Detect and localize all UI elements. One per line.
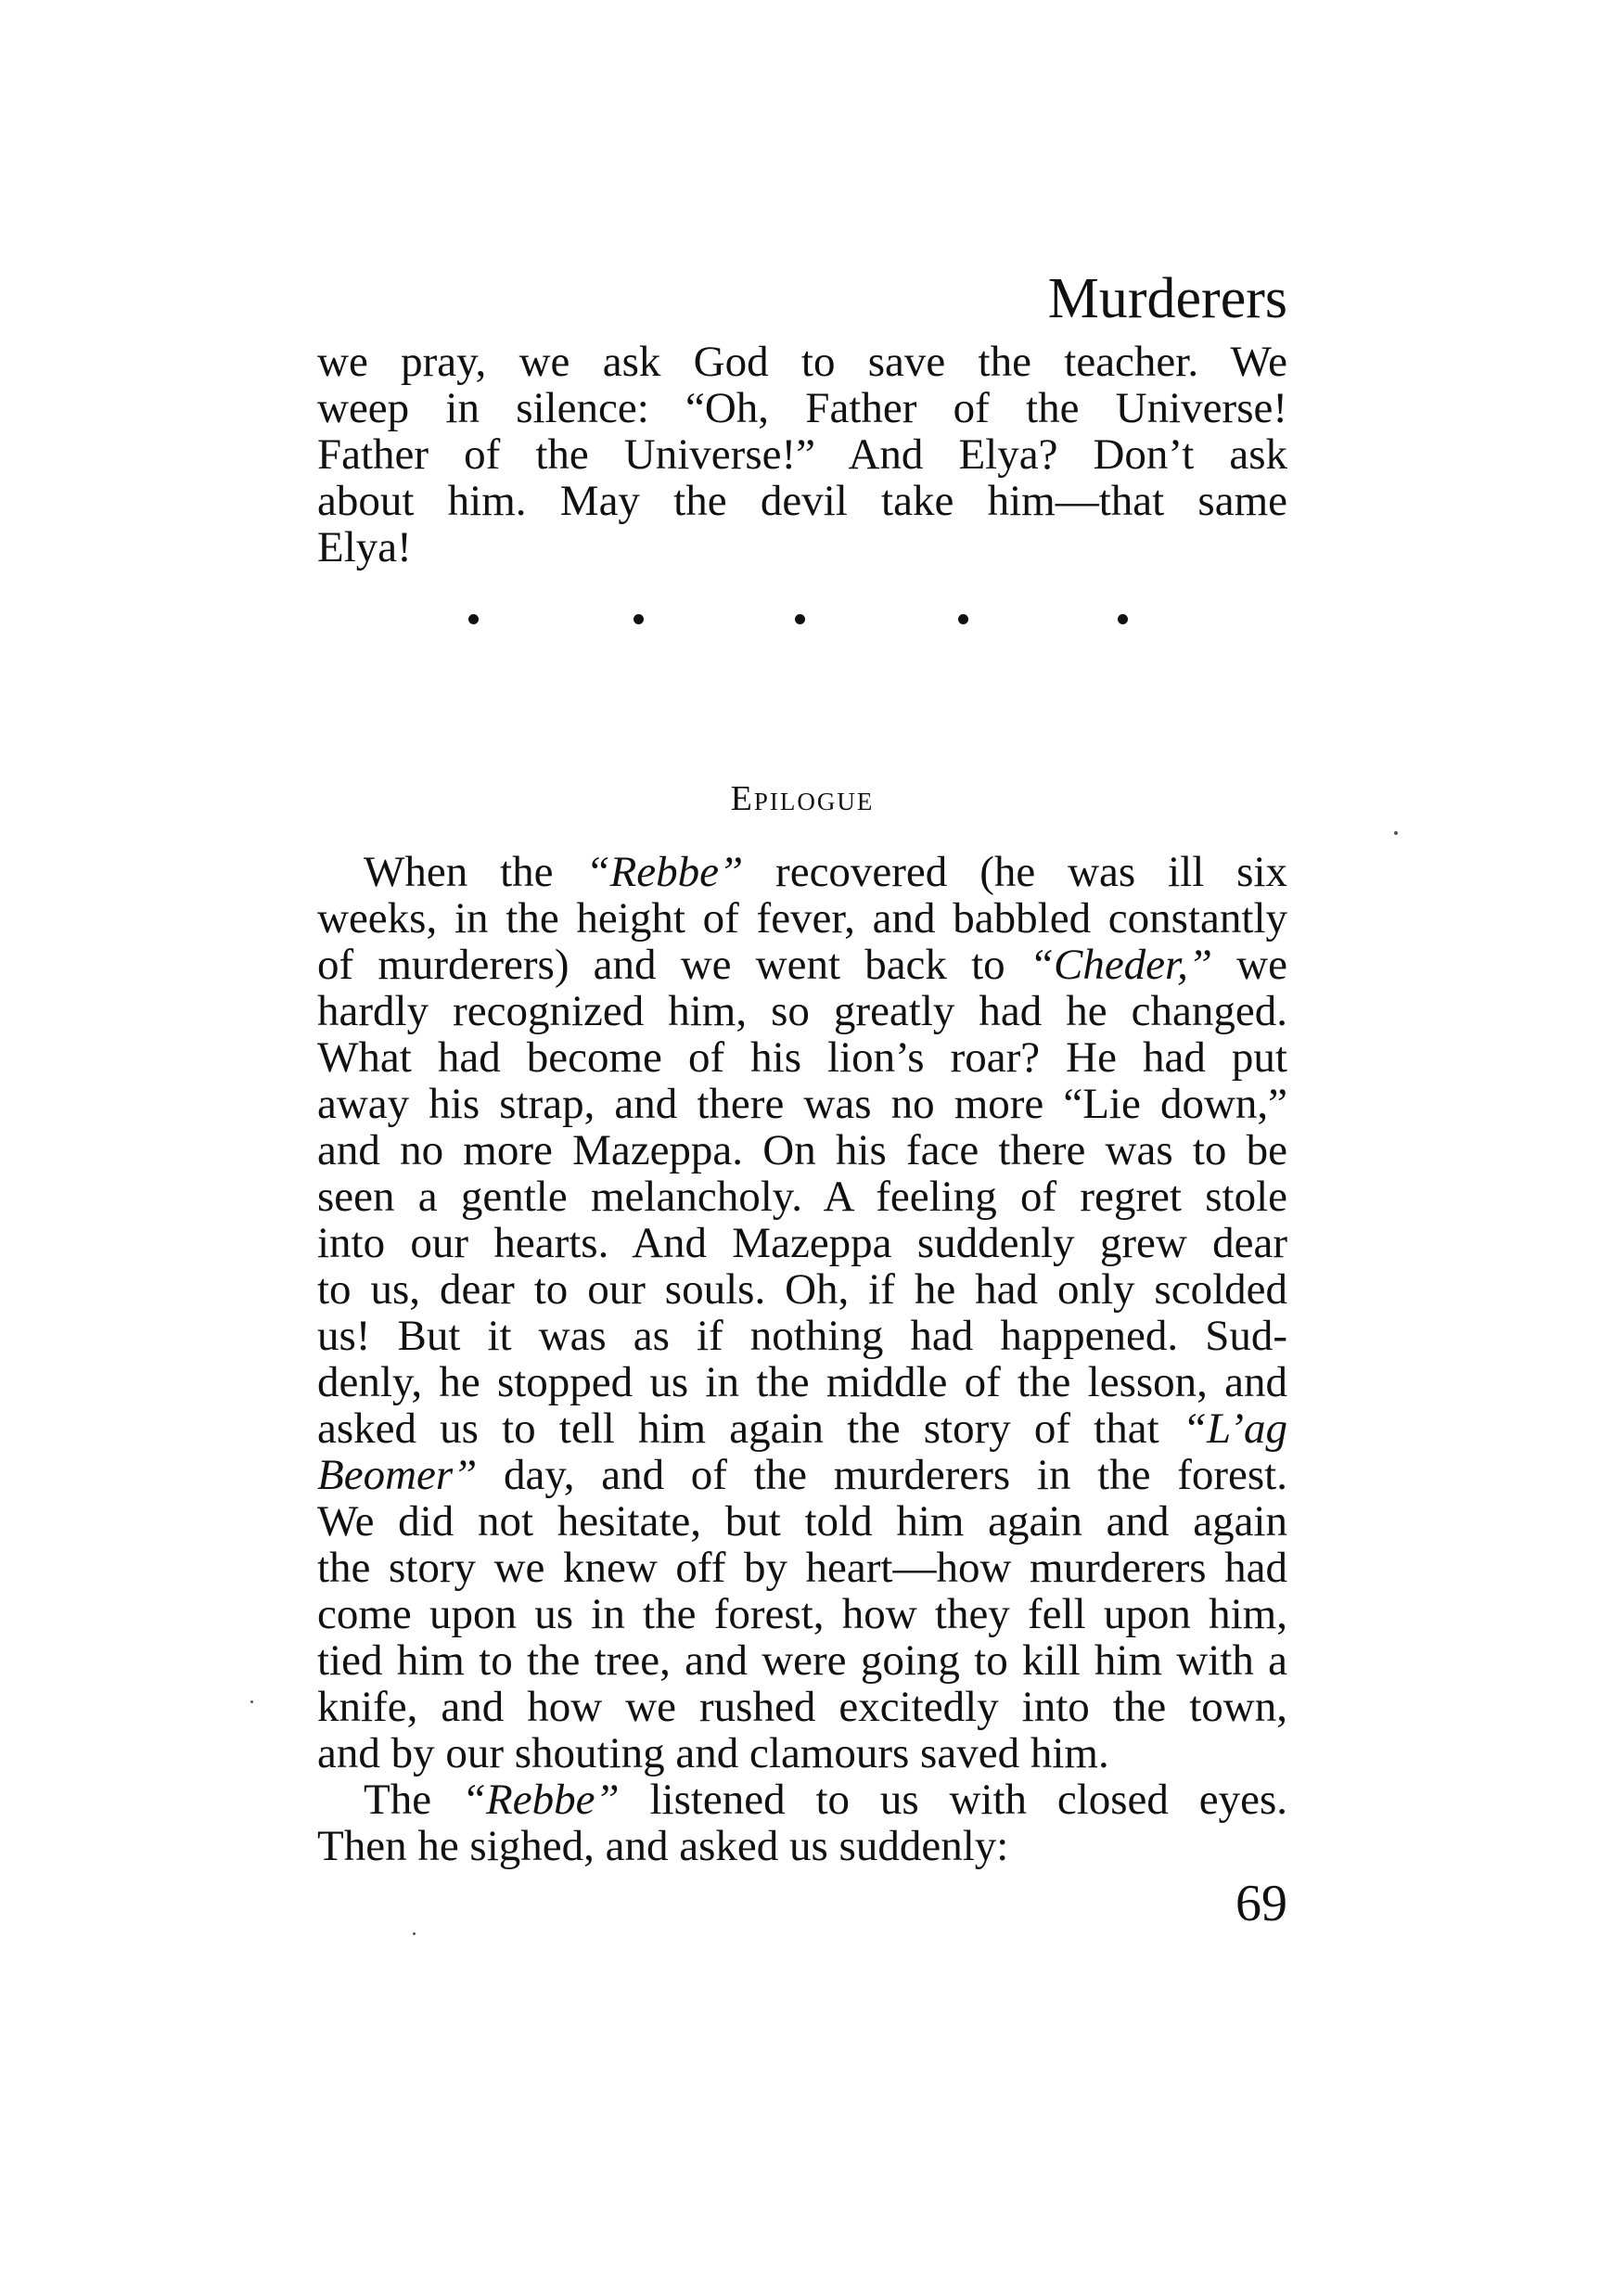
text-line: about him. May the devil take him—that same — [317, 477, 1287, 525]
italic-text: “Cheder,” — [1029, 941, 1213, 989]
text-line: to us, dear to our souls. Oh, if he had only scolded — [317, 1265, 1287, 1314]
epilogue-heading-text: Epilogue — [730, 779, 875, 818]
text-line: seen a gentle melancholy. A feeling of regret stole — [317, 1173, 1287, 1221]
text-line: we pray, we ask God to save the teacher. We — [317, 338, 1287, 386]
text-span: of murderers) and we went back to — [317, 941, 1030, 989]
text-line: hardly recognized him, so greatly had he changed. — [317, 987, 1287, 1035]
text-span: When the — [364, 848, 586, 896]
text-line: weep in silence: “Oh, Father of the Universe! — [317, 384, 1287, 432]
text-line: us! But it was as if nothing had happened. Sud- — [317, 1312, 1287, 1360]
text-line: What had become of his lion’s roar? He had put — [317, 1033, 1287, 1082]
running-head: Murderers — [1047, 267, 1287, 330]
scan-speck — [250, 1700, 253, 1703]
italic-text: “L’ag — [1182, 1405, 1287, 1453]
text-span: recovered (he was ill six — [743, 848, 1288, 896]
text-span: we — [1212, 941, 1287, 989]
scan-speck — [1394, 831, 1398, 835]
scan-speck — [413, 1932, 416, 1935]
text-line — [317, 942, 1287, 988]
italic-text: “Rebbe” — [585, 848, 744, 896]
section-break — [464, 614, 1132, 627]
dot-icon — [468, 614, 479, 624]
page-number: 69 — [1235, 1875, 1287, 1932]
text-line: away his strap, and there was no more “Lie down,” — [317, 1080, 1287, 1128]
text-span: day, and of the murderers in the forest. — [477, 1451, 1287, 1499]
text-line — [364, 1777, 1287, 1823]
text-line: come upon us in the forest, how they fell upon him, — [317, 1590, 1287, 1638]
text-line: the story we knew off by heart—how murderers had — [317, 1544, 1287, 1592]
text-line: denly, he stopped us in the middle of the lesson, and — [317, 1358, 1287, 1406]
italic-text: “Rebbe” — [461, 1776, 620, 1824]
dot-icon — [795, 614, 805, 624]
text-line: tied him to the tree, and were going to kill him with a — [317, 1636, 1287, 1685]
text-line — [364, 849, 1287, 895]
text-line: into our hearts. And Mazeppa suddenly grew dear — [317, 1219, 1287, 1267]
text-line: Elya! — [317, 523, 412, 571]
text-line: knife, and how we rushed excitedly into the town, — [317, 1683, 1287, 1731]
text-line: Father of the Universe!” And Elya? Don’t ask — [317, 430, 1287, 479]
italic-text: Beomer” — [317, 1451, 478, 1499]
text-span: asked us to tell him again the story of that — [317, 1405, 1183, 1453]
text-line: weeks, in the height of fever, and babbled constantly — [317, 894, 1287, 943]
text-span: listened to us with closed eyes. — [619, 1776, 1287, 1824]
text-line: We did not hesitate, but told him again and again — [317, 1497, 1287, 1546]
dot-icon — [958, 614, 968, 624]
dot-icon — [634, 614, 644, 624]
text-line: and by our shouting and clamours saved him. — [317, 1729, 1109, 1777]
text-line: and no more Mazeppa. On his face there was to be — [317, 1126, 1287, 1174]
text-line: Then he sighed, and asked us suddenly: — [317, 1822, 1009, 1870]
epilogue-heading — [317, 777, 1287, 820]
section-break-text — [464, 614, 465, 615]
text-line — [317, 1405, 1287, 1452]
text-span: The — [364, 1776, 462, 1824]
dot-icon — [1118, 614, 1128, 624]
text-line — [317, 1452, 1287, 1498]
